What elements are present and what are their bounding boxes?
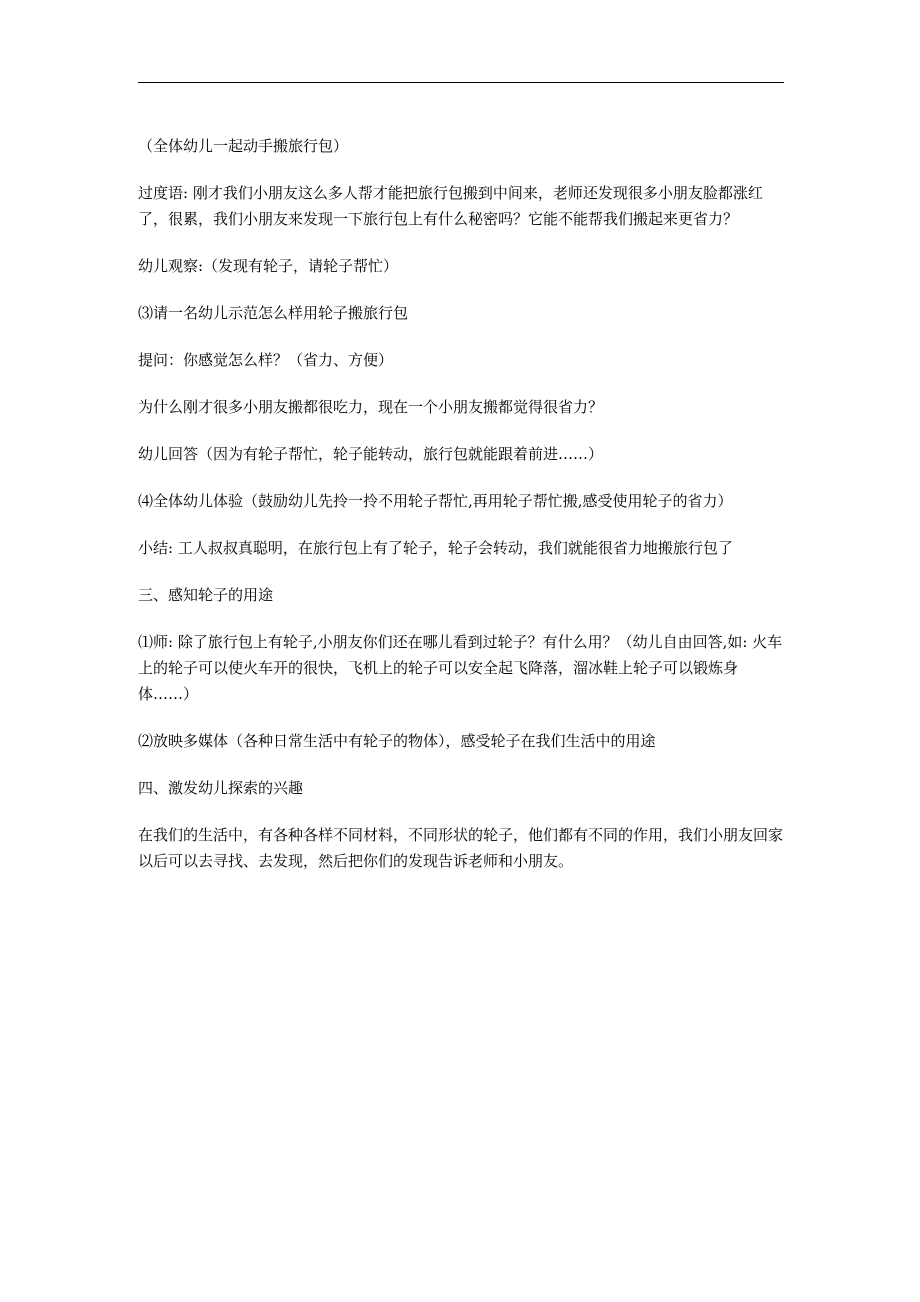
section-heading-4: 四、激发幼儿探索的兴趣 [138,779,304,797]
paragraph-observation: 幼儿观察:（发现有轮子，请轮子帮忙） [138,257,399,275]
paragraph-multimedia: ⑵放映多媒体（各种日常生活中有轮子的物体），感受轮子在我们生活中的用途 [138,732,656,750]
paragraph-step-3: ⑶请一名幼儿示范怎么样用轮子搬旅行包 [138,304,409,322]
paragraph-activity-note: （全体幼儿一起动手搬旅行包） [138,137,349,155]
paragraph-teacher-question: ⑴师: 除了旅行包上有轮子,小朋友你们还在哪儿看到过轮子？有什么用？（幼儿自由回答,如: 火车上的轮子可以使火车开的很快，飞机上的轮子可以安全起飞降落，溜冰鞋上轮子可以锻炼身体……） [138,633,783,703]
section-heading-3: 三、感知轮子的用途 [138,586,274,604]
paragraph-step-4: ⑷全体幼儿体验（鼓励幼儿先拎一拎不用轮子帮忙,再用轮子帮忙搬,感受使用轮子的省力） [138,492,733,510]
header-rule [138,82,784,83]
paragraph-question: 提问：你感觉怎么样？（省力、方便） [138,351,394,369]
paragraph-conclusion: 在我们的生活中，有各种各样不同材料，不同形状的轮子，他们都有不同的作用，我们小朋友回家以后可以去寻找、去发现，然后把你们的发现告诉老师和小朋友。 [138,826,784,870]
paragraph-answer: 幼儿回答（因为有轮子帮忙，轮子能转动，旅行包就能跟着前进……） [138,445,604,463]
paragraph-why: 为什么刚才很多小朋友搬都很吃力，现在一个小朋友搬都觉得很省力？ [138,398,604,416]
paragraph-summary: 小结: 工人叔叔真聪明，在旅行包上有了轮子，轮子会转动，我们就能很省力地搬旅行包了 [138,539,733,557]
document-body [138,133,788,895]
paragraph-transition: 过度语: 刚才我们小朋友这么多人帮才能把旅行包搬到中间来，老师还发现很多小朋友脸都涨红了，很累，我们小朋友来发现一下旅行包上有什么秘密吗？它能不能帮我们搬起来更省力？ [138,184,763,228]
